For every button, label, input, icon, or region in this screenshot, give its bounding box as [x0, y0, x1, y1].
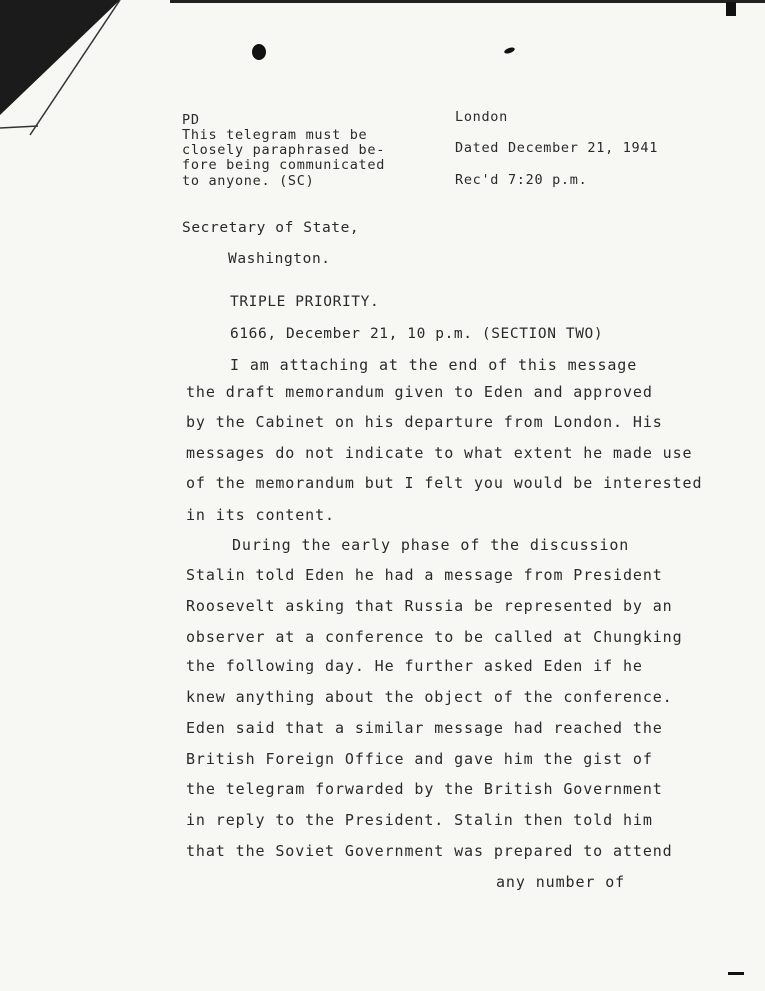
paragraph2-line: Stalin told Eden he had a message from President [186, 566, 663, 584]
punch-hole-mark [252, 44, 266, 60]
scan-corner-shadow [0, 0, 200, 140]
header-dated: Dated December 21, 1941 [455, 140, 659, 156]
paragraph1-line: I am attaching at the end of this message [230, 356, 638, 374]
header-notice-line: fore being communicated [182, 157, 386, 173]
catchword: any number of [496, 873, 626, 891]
header-code: PD [182, 112, 200, 128]
scan-top-edge [170, 0, 765, 3]
paragraph2-line: observer at a conference to be called at Chungking [186, 628, 683, 646]
paragraph1-line: messages do not indicate to what extent he made use [186, 444, 693, 462]
ink-mark [503, 46, 515, 54]
paragraph2-line: Roosevelt asking that Russia be represented by an [186, 597, 673, 615]
paragraph2-line: Eden said that a similar message had reached the [186, 719, 663, 737]
reference-line: 6166, December 21, 10 p.m. (SECTION TWO) [230, 326, 604, 342]
paragraph1-line: by the Cabinet on his departure from London. His [186, 413, 663, 431]
header-place: London [455, 109, 508, 125]
paragraph1-line: the draft memorandum given to Eden and approved [186, 383, 653, 401]
bottom-edge-mark [728, 972, 744, 975]
paragraph2-line: During the early phase of the discussion [232, 536, 630, 554]
paragraph2-line: knew anything about the object of the conference. [186, 688, 673, 706]
addressee-line: Secretary of State, [182, 220, 360, 236]
paragraph2-line: the telegram forwarded by the British Government [186, 780, 663, 798]
paragraph1-line: of the memorandum but I felt you would be interested [186, 474, 703, 492]
header-notice-line: to anyone. (SC) [182, 173, 315, 189]
corner-stamp-mark [726, 2, 736, 16]
paragraph2-line: the following day. He further asked Eden if he [186, 657, 643, 675]
paragraph2-line: British Foreign Office and gave him the gist of [186, 750, 653, 768]
paragraph2-line: that the Soviet Government was prepared to attend [186, 842, 673, 860]
addressee-line: Washington. [228, 251, 331, 267]
paragraph2-line: in reply to the President. Stalin then told him [186, 811, 653, 829]
header-received: Rec'd 7:20 p.m. [455, 172, 588, 188]
paragraph1-line: in its content. [186, 506, 335, 524]
header-notice-line: closely paraphrased be- [182, 142, 386, 158]
priority-line: TRIPLE PRIORITY. [230, 294, 380, 310]
header-notice-line: This telegram must be [182, 127, 368, 143]
